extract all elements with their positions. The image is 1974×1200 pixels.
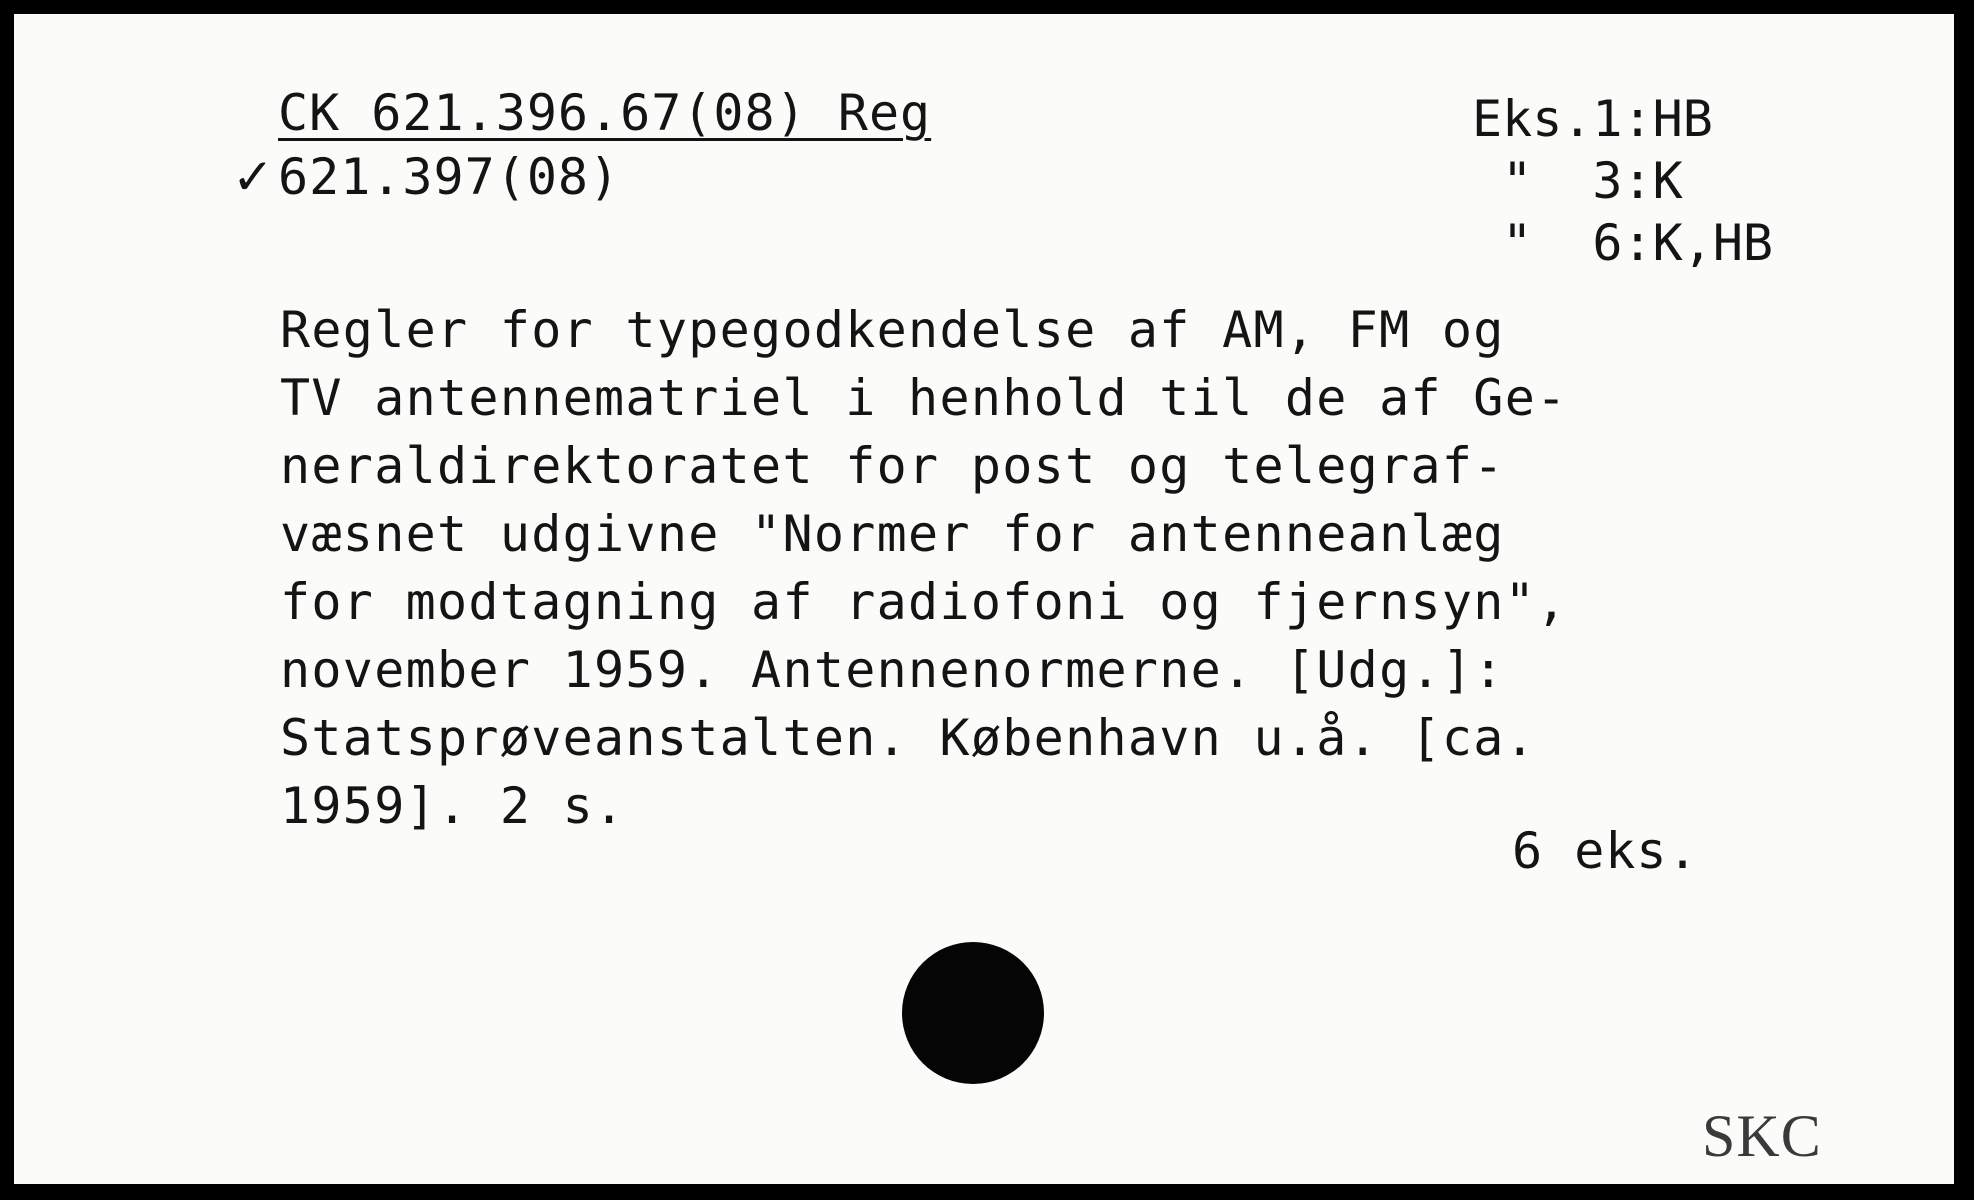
description-line: Regler for typegodkendelse af AM, FM og <box>280 301 1505 359</box>
description-line: for modtagning af radiofoni og fjernsyn", <box>280 573 1568 631</box>
library-stamp: SKC <box>1702 1103 1822 1169</box>
punch-hole <box>902 942 1044 1084</box>
holdings-row: Eks.1:HB <box>1472 90 1713 148</box>
description-line: neraldirektoratet for post og telegraf- <box>280 437 1505 495</box>
check-mark-icon: ✓ <box>232 148 274 206</box>
holdings-row: " 6:K,HB <box>1472 214 1774 272</box>
description-line: november 1959. Antennenormerne. [Udg.]: <box>280 641 1505 699</box>
description-line: 1959]. 2 s. <box>280 777 626 835</box>
description-line: TV antennematriel i henhold til de af Ge- <box>280 369 1568 427</box>
holdings-list <box>1472 88 1773 274</box>
holdings-row: " 3:K <box>1472 152 1683 210</box>
secondary-classification: 621.397(08) <box>278 148 621 206</box>
bibliographic-description <box>280 296 1568 840</box>
catalog-card <box>14 14 1954 1184</box>
description-line: Statsprøveanstalten. København u.å. [ca. <box>280 709 1537 767</box>
description-line: væsnet udgivne "Normer for antenneanlæg <box>280 505 1505 563</box>
copies-count: 6 eks. <box>1512 822 1699 880</box>
classification-mark: CK 621.396.67(08) Reg <box>278 84 932 142</box>
